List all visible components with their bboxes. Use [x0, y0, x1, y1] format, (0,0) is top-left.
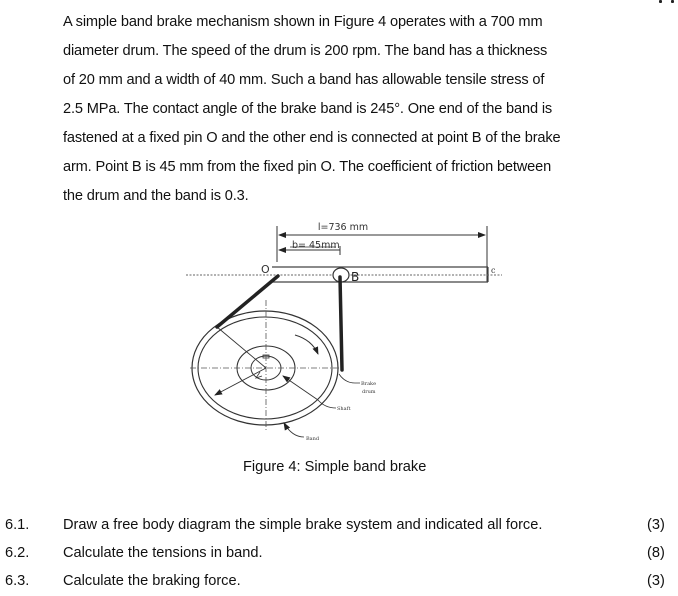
question-number: 6.3. — [5, 573, 30, 589]
brake-drum-label: Brake — [361, 381, 377, 387]
figure-caption: Figure 4: Simple band brake — [243, 459, 427, 475]
question-marks: (3) — [647, 517, 665, 533]
question-text: Calculate the braking force. — [63, 573, 241, 589]
problem-line: arm. Point B is 45 mm from the fixed pin O. The coefficient of friction between — [63, 159, 552, 175]
question-text: Calculate the tensions in band. — [63, 545, 263, 561]
problem-line: fastened at a fixed pin O and the other end is connected at point B of the brake — [63, 130, 561, 146]
brake-lever — [186, 263, 502, 284]
point-b-label: B — [351, 270, 360, 284]
length-label: l=736 mm — [317, 222, 369, 233]
problem-line: 2.5 MPa. The contact angle of the brake band is 245°. One end of the band is — [63, 101, 553, 117]
problem-line: diameter drum. The speed of the drum is 200 rpm. The band has a thickness — [63, 43, 548, 59]
question-text: Draw a free body diagram the simple brake system and indicated all force. — [63, 517, 543, 533]
b-label: b= 45mm — [292, 240, 340, 251]
band-label: Band — [306, 436, 320, 442]
dimension-length — [277, 222, 487, 282]
brake-drum — [190, 300, 340, 432]
dimension-b — [279, 240, 340, 255]
pin-o-label: O — [261, 263, 270, 276]
question-row — [0, 541, 678, 565]
rotation-arrow-icon — [295, 335, 318, 354]
brake-drum-label-2: drum — [362, 389, 376, 395]
leader-labels — [284, 374, 376, 442]
question-marks: (3) — [647, 573, 665, 589]
problem-line: the drum and the band is 0.3. — [63, 188, 249, 204]
question-marks: (8) — [647, 545, 665, 561]
point-c-label: c — [491, 266, 496, 275]
question-row — [0, 513, 678, 537]
question-number: 6.1. — [5, 517, 30, 533]
problem-line: of 20 mm and a width of 40 mm. Such a band has allowable tensile stress of — [63, 72, 545, 88]
shaft-label: Shaft — [337, 406, 351, 412]
question-row — [0, 569, 678, 593]
question-number: 6.2. — [5, 545, 30, 561]
problem-line: A simple band brake mechanism shown in Figure 4 operates with a 700 mm — [63, 14, 543, 30]
brake-band — [217, 276, 342, 370]
